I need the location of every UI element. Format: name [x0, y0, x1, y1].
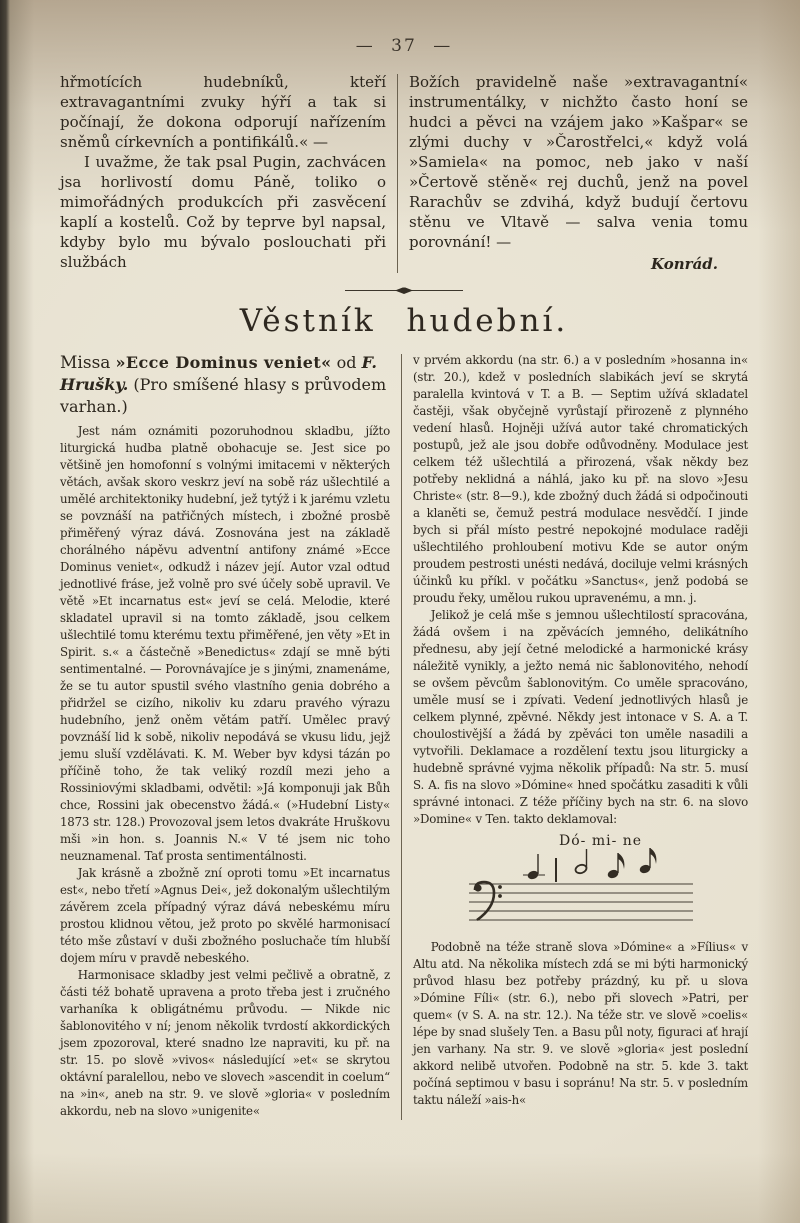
top-article-section	[60, 72, 748, 273]
paragraph: v prvém akkordu (na str. 6.) a v posledním »hosanna in« (str. 20.), kdež v posledních slabikách jeví se skrytá paralella kvintová v T. a B. — Septim užívá skladatel častěji, však obyčejně vyrůstají přirozeně z plynného vedení hlasů. Hojněji užívá autor také chromatických postupů, jež ale jsou dobře odůvodněny. Modulace jest celkem též ušlechtilá a přirozená, však někdy bez potřeby neklidná a náhlá, jako ku př. na slovo »Jesu Christe« (str. 8—9.), kde zbožný duch žádá si odpočinouti a klaněti se, čemuž pestrá modulace nesvědčí. I jinde bych si přál místo pestré nepokojné modulace raději ušlechtilého prohloubení motivu Kde se autor oným proudem pestrosti unésti nedává, dociluje velmi krásných účinků ku příkl. v počátku »Sanctus«, jenž podobá se proudu řeky, umělou rukou upravenému, a mn. j.	[413, 353, 748, 605]
heading-connector: od	[336, 353, 357, 372]
paragraph: Jak krásně a zbožně zní oproti tomu »Et incarnatus est«, nebo třetí »Agnus Dei«, jež dokonalým ušlechtilým závěrem zcela případný výraz dává nebeskému míru prostou klidnou větou, jež proto po skvělé harmonisací této mše zůstaví v duši zbožného posluchače tím hlubší dojem míru v pravdě nebeského.	[60, 866, 390, 965]
staff-lines-icon	[469, 884, 693, 920]
paragraph: Jelikož je celá mše s jemnou ušlechtilostí spracována, žádá ovšem i na zpěvácích jemného, delikátního přednesu, aby její četné melodické a harmonické krásy náležitě vynikly, a ježto nemá nic šablonovitého, nehodí se ovšem pěvcům šablonovitým. Co uměle spracováno, uměle musí se i zpívati. Vedení jednotlivých hlasů je celkem plynné, zpěvné. Někdy jest intonace v S. A. a T. choulostivější a žádá by zpěváci ton uměle nasadili a vytvořili. Deklamace a rozdělení textu jsou liturgicky a hudebně správné vyjma několik případů: Na str. 5. musí S. A. fis na slovo »Dómine« hned spočátku zasaditi k vůli správné intonaci. Z téže příčiny bych na str. 6. na slovo »Domine« v Ten. takto deklamoval:	[413, 608, 748, 826]
paragraph: Podobně na téže straně slova »Dómine« a »Fílius« v Altu atd. Na několika místech zdá se mi býti harmonický průvod hlasu bez potřeby prázdný, ku př. u slova »Dómine Fíli« (str. 6.), nebo při slovech »Patri, per quem« (v S. A. na str. 12.). Na téže str. ve slově »coelis« lépe by snad slušely Ten. a Basu půl noty, figuraci ať hrají jen varhany. Na str. 9. ve slově »gloria« jest poslední akkord nelibě utvořen. Podobně na str. 5. kde 3. takt počíná septimou v basu i sopránu! Na str. 5. v posledním taktu náleží »ais-h«	[413, 940, 748, 1107]
music-notation-figure	[463, 833, 701, 934]
column-divider-rule	[401, 354, 402, 1120]
article-left-column	[60, 352, 390, 1120]
bulletin-article-section	[60, 352, 748, 1120]
paragraph: Božích pravidelně naše »extravagantní« instrumentálky, v nichžto často honí se hudci a pěvci na vzájem jako »Kašpar« se zlými duchy v »Čarostřelci,« když volá »Samiela« na pomoc, neb jako v naší »Čertově stěně« rej duchů, jenž na povel Rarachův se zdvihá, když budují čertovu stěnu ve Vltavě — salva venia tomu porovnání! —	[409, 73, 748, 251]
half-note-icon	[574, 849, 587, 875]
paragraph: I uvažme, že tak psal Pugin, zachvácen jsa horlivostí domu Páně, toliko o mimořádných produkcích při zasvěcení kaplí a kostelů. Což by teprve byl napsal, kdyby bylo mu bývalo poslouchati při službách	[60, 153, 386, 271]
bass-clef-icon	[474, 882, 502, 920]
paragraph: Jest nám oznámiti pozoruhodnou skladbu, jížto liturgická hudba platně obohacuje se. Jest sice po většině jen homofonní s volnými imitacemi v některých větách, avšak skoro veskrz jeví na sobě ráz ušlechtilé a umělé architektoniky hudební, jež tytýž i k jarému vzletu se povznáší na patřičných místech, i zbožné prosbě přiměřený výraz dává. Zosnována jest na základě chorálného nápěvu adventní antifony známé »Ecce Dominus veniet«, odkudž i název její. Autor vzal odtud jednotlivé fráse, jež volně pro své účely sobě upravil. Ve větě »Et incarnatus est« jeví se celá. Melodie, které skladatel upravil si na tomto základě, jsou celkem ušlechtilé tomu kterému textu přiměřené, jen věty »Et in Spirit. s.« a částečně »Benedictus« zdají se mně býti sentimentalné. — Porovnávajíce je s jinými, znamenáme, že se tu autor spustil svého vlastního genia dobrého a přidržel se cizího, nikoliv ku zdaru pravého výrazu hudebního, jenž oněm větám patří. Umělec pravý povznáší lid k sobě, nikoliv nepodává se vkusu lidu, jejž jemu sluší vzdělávati. K. M. Weber byv kdysi tázán po příčině toho, že tak veliký rozdíl mezi jeho a Rossiniovými skladbami, odvětil: »Já komponuji jak Bůh chce, Rossini jak obecenstvo žádá.« (»Hudební Listy« 1873 str. 128.) Provozoval jsem letos dvakráte Hruškovu mši »in hon. s. Joannis N.« V té jsem nic toho neuznamenal. Tať prosta sentimentálnosti.	[60, 424, 390, 863]
heading-genre-label: Missa	[60, 353, 111, 373]
article-signature: Konrád.	[651, 255, 718, 273]
quarter-note-icon	[527, 854, 540, 880]
article-right-column	[413, 352, 748, 1120]
diamond-ornament-icon	[395, 287, 413, 294]
eighth-note-icon	[639, 848, 657, 874]
column-divider-rule	[397, 74, 398, 273]
music-staff	[463, 846, 701, 934]
bulletin-title: Věstník hudební.	[239, 303, 569, 339]
heading-subtitle: (Pro smíšené hlasy s průvodem varhan.)	[60, 375, 387, 416]
paragraph: hřmotících hudebníků, kteří extravagantními zvuky hýří a tak si počínají, že dokona odporují nařízením sněmů církevních a pontifikálů.« —	[60, 73, 386, 151]
lyrics-label: Dó- mi- ne	[559, 833, 643, 849]
article-heading	[60, 352, 390, 418]
section-divider	[345, 286, 463, 295]
heading-work-title: »Ecce Dominus veniet«	[115, 353, 332, 372]
eighth-note-icon	[607, 853, 625, 879]
page-number: — 37 —	[355, 36, 453, 56]
heading-author: F. Hrušky.	[60, 353, 377, 394]
top-right-column	[409, 72, 748, 273]
top-left-column	[60, 72, 386, 273]
paragraph: Harmonisace skladby jest velmi pečlivě a obratně, z části též bohatě upravena a proto třeba jest i zručného varhaníka k obligátnému průvodu. — Nikde nic šablonovitého v ní; jenom několik tvrdostí akkordických jsem zpozoroval, které snadno lze napraviti, ku př. na str. 15. po slově »vivos« následující »et« se skrytou oktávní paralellou, nebo ve slovech »ascendit in coelum“ na »in«, aneb na str. 9. ve slově »gloria« v posledním akkordu, neb na slovo »unigenite«	[60, 968, 390, 1118]
